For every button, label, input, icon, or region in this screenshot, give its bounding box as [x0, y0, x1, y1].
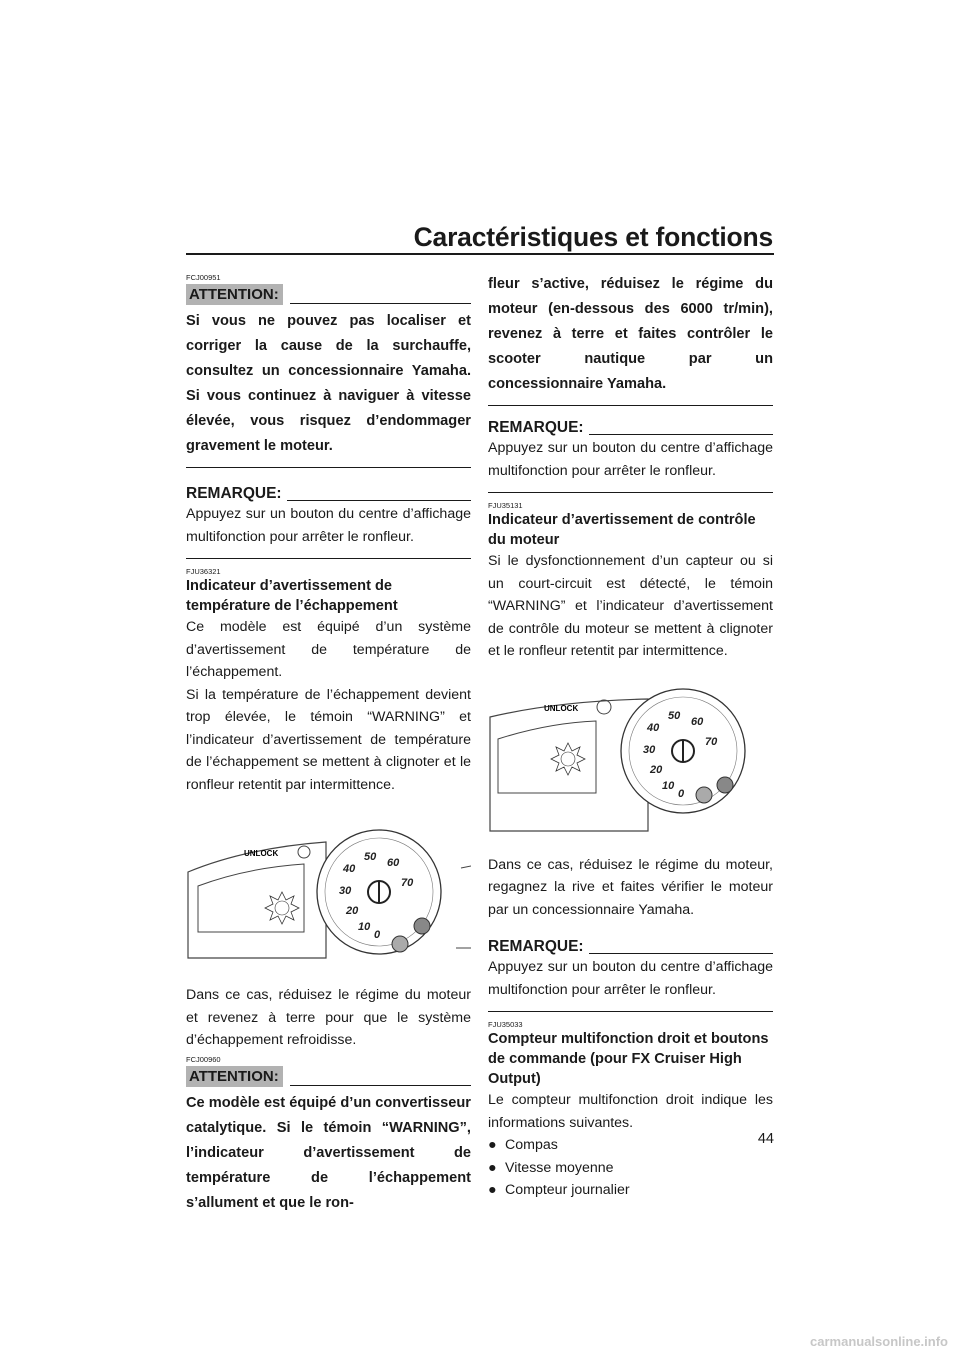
unlock-label: UNLOCK	[244, 849, 279, 858]
bullet-icon: ●	[488, 1182, 497, 1198]
svg-text:50: 50	[668, 709, 681, 722]
paragraph: Le compteur multifonction droit indique les informations suivantes.	[488, 1092, 773, 1131]
warning-flash-icon	[551, 743, 585, 775]
attention-text: Si vous ne pouvez pas localiser et corriger la cause de la surchauffe, consultez un concessionnaire Yamaha. Si vous continuez à naviguer à vitesse élevée, vous risquez d’endommager gravement le moteur.	[186, 313, 471, 454]
svg-text:30: 30	[643, 743, 656, 756]
svg-text:30: 30	[339, 885, 352, 897]
reference-code: FJU35131	[488, 501, 523, 510]
svg-text:0: 0	[678, 787, 685, 800]
remarque-end-rule	[488, 1011, 773, 1012]
svg-text:40: 40	[343, 863, 356, 875]
remarque-text: Appuyez sur un bouton du centre d’affichage multifonction pour arrêter le ronfleur.	[186, 506, 471, 545]
attention-text-continued: fleur s’active, réduisez le régime du moteur (en-dessous des 6000 tr/min), revenez à terre et faites contrôler le scooter nautique par un concessionnaire Yamaha.	[488, 276, 773, 392]
remarque-header	[186, 484, 471, 503]
remarque-label: REMARQUE:	[488, 938, 584, 955]
svg-text:40: 40	[647, 721, 660, 734]
remarque-header	[488, 937, 773, 956]
reference-code: FCJ00960	[186, 1054, 221, 1064]
remarque-text: Appuyez sur un bouton du centre d’affichage multifonction pour arrêter le ronfleur.	[488, 959, 773, 998]
title-rule	[186, 253, 774, 255]
svg-text:70: 70	[401, 877, 414, 889]
attention-text: Ce modèle est équipé d’un convertisseur catalytique. Si le témoin “WARNING”, l’indicateur d’avertissement de température de l’échappement s’allument et que le ron-	[186, 1094, 471, 1211]
paragraph: Si le dysfonctionnement d’un capteur ou si un court-circuit est détecté, le témoin “WARNING” et l’indicateur d’avertissement de contrôle du moteur se mettent à clignoter et le ronfleur retentit par intermittence.	[488, 553, 773, 659]
bullet-icon: ●	[488, 1159, 497, 1176]
attention-label: ATTENTION:	[186, 284, 283, 305]
reference-code: FCJ00951	[186, 273, 221, 282]
remarque-label: REMARQUE:	[186, 485, 282, 502]
unlock-label: UNLOCK	[544, 703, 579, 713]
remarque-rule	[589, 434, 773, 435]
left-column	[186, 270, 471, 1216]
section-heading: Indicateur d’avertissement de température de l’échappement	[186, 578, 398, 614]
svg-text:20: 20	[346, 905, 359, 917]
attention-end-rule	[186, 467, 471, 468]
svg-text:50: 50	[364, 851, 377, 863]
svg-text:20: 20	[650, 763, 663, 776]
svg-text:70: 70	[705, 735, 718, 748]
bullet-icon: ●	[488, 1137, 497, 1153]
page-number: 44	[757, 1131, 774, 1147]
attention-header	[186, 284, 471, 305]
svg-text:10: 10	[662, 779, 675, 792]
remarque-rule	[287, 500, 471, 501]
svg-text:60: 60	[691, 715, 704, 728]
reference-code: FJU36321	[186, 567, 221, 576]
reference-code: FJU35033	[488, 1020, 523, 1029]
remarque-label: REMARQUE:	[488, 419, 584, 436]
attention-end-rule	[488, 405, 773, 406]
attention-rule	[290, 1085, 471, 1086]
watermark: carmanualsonline.info	[810, 1334, 948, 1349]
gauge-illustration	[488, 681, 773, 836]
page-title: Caractéristiques et fonctions	[413, 222, 773, 252]
paragraph: Si la température de l’échappement devient trop élevée, le témoin “WARNING” et l’indicateur d’avertissement de température de l’échappement se mettent à clignoter et le ronfleur retentit par intermittence.	[186, 686, 471, 793]
warning-flash-icon	[265, 892, 299, 924]
remarque-header	[488, 418, 773, 437]
list-item: ● Compteur journalier	[488, 1179, 773, 1202]
gauge-illustration	[186, 808, 471, 968]
remarque-rule	[589, 953, 773, 954]
remarque-end-rule	[488, 492, 773, 493]
section-heading: Indicateur d’avertissement de contrôle du moteur	[488, 512, 756, 548]
svg-text:60: 60	[387, 857, 400, 869]
list-item: ● Compas	[488, 1134, 773, 1157]
attention-rule	[290, 303, 471, 304]
list-item: ● Vitesse moyenne	[488, 1157, 773, 1180]
svg-text:10: 10	[358, 921, 371, 933]
paragraph: Dans ce cas, réduisez le régime du moteur et revenez à terre pour que le système d’échappement refroidisse.	[186, 987, 471, 1048]
paragraph: Ce modèle est équipé d’un système d’avertissement de température de l’échappement.	[186, 619, 471, 680]
section-heading: Compteur multifonction droit et boutons de commande (pour FX Cruiser High Output)	[488, 1031, 769, 1087]
remarque-end-rule	[186, 558, 471, 559]
attention-header	[186, 1066, 471, 1087]
paragraph: Dans ce cas, réduisez le régime du moteur, regagnez la rive et faites vérifier le moteur par un concessionnaire Yamaha.	[488, 856, 773, 918]
svg-text:0: 0	[374, 929, 381, 941]
remarque-text: Appuyez sur un bouton du centre d’affichage multifonction pour arrêter le ronfleur.	[488, 440, 773, 479]
right-column	[488, 272, 773, 1202]
attention-label: ATTENTION:	[186, 1066, 283, 1087]
